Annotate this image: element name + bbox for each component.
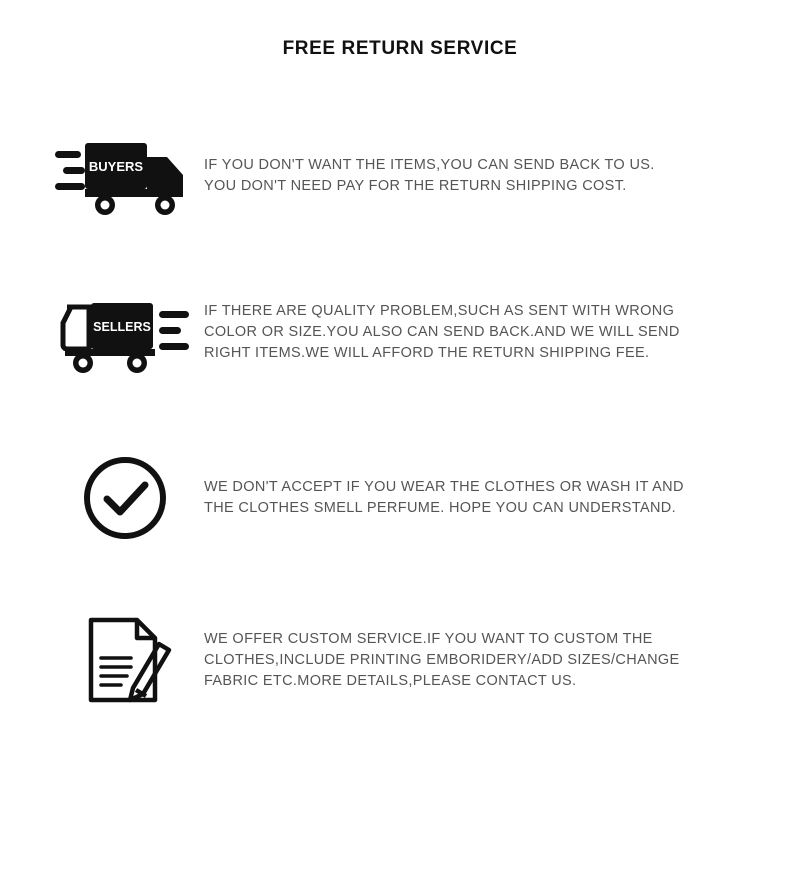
policy-text-custom bbox=[200, 629, 760, 692]
policy-text-line: WE DON'T ACCEPT IF YOU WEAR THE CLOTHES OR WASH IT AND bbox=[204, 479, 684, 495]
check-circle-icon bbox=[50, 452, 200, 544]
truck-label-sellers: SELLERS bbox=[93, 319, 151, 334]
policy-text-line: IF YOU DON'T WANT THE ITEMS,YOU CAN SEND BACK TO US. bbox=[204, 157, 655, 173]
policy-text-line: WE OFFER CUSTOM SERVICE.IF YOU WANT TO CUSTOM THE bbox=[204, 630, 653, 647]
policy-text-check bbox=[200, 477, 760, 519]
policy-rows bbox=[0, 112, 800, 724]
policy-text-line: IF THERE ARE QUALITY PROBLEM,SUCH AS SENT WITH WRONG bbox=[204, 302, 675, 319]
document-pencil-icon bbox=[50, 610, 200, 710]
policy-text-line: COLOR OR SIZE.YOU ALSO CAN SEND BACK.AND WE WILL SEND bbox=[204, 323, 680, 340]
truck-label-buyers: BUYERS bbox=[88, 158, 144, 174]
policy-text-line: YOU DON'T NEED PAY FOR THE RETURN SHIPPING COST. bbox=[204, 178, 627, 194]
page-title: FREE RETURN SERVICE bbox=[282, 38, 518, 59]
policy-row-sellers bbox=[0, 268, 800, 396]
policy-text-line: THE CLOTHES SMELL PERFUME. HOPE YOU CAN UNDERSTAND. bbox=[204, 500, 676, 516]
delivery-truck-sellers-icon bbox=[50, 285, 200, 380]
policy-row-custom bbox=[0, 596, 800, 724]
policy-row-check bbox=[0, 434, 800, 562]
policy-row-buyers bbox=[0, 112, 800, 240]
policy-text-sellers bbox=[200, 301, 760, 364]
policy-text-line: CLOTHES,INCLUDE PRINTING EMBORIDERY/ADD SIZES/CHANGE bbox=[204, 651, 680, 668]
policy-text-line: RIGHT ITEMS.WE WILL AFFORD THE RETURN SHIPPING FEE. bbox=[204, 344, 650, 361]
free-return-service-page bbox=[0, 38, 800, 874]
delivery-truck-buyers-icon bbox=[50, 129, 200, 224]
policy-text-line: FABRIC ETC.MORE DETAILS,PLEASE CONTACT US. bbox=[204, 672, 577, 689]
policy-text-buyers bbox=[200, 155, 760, 197]
